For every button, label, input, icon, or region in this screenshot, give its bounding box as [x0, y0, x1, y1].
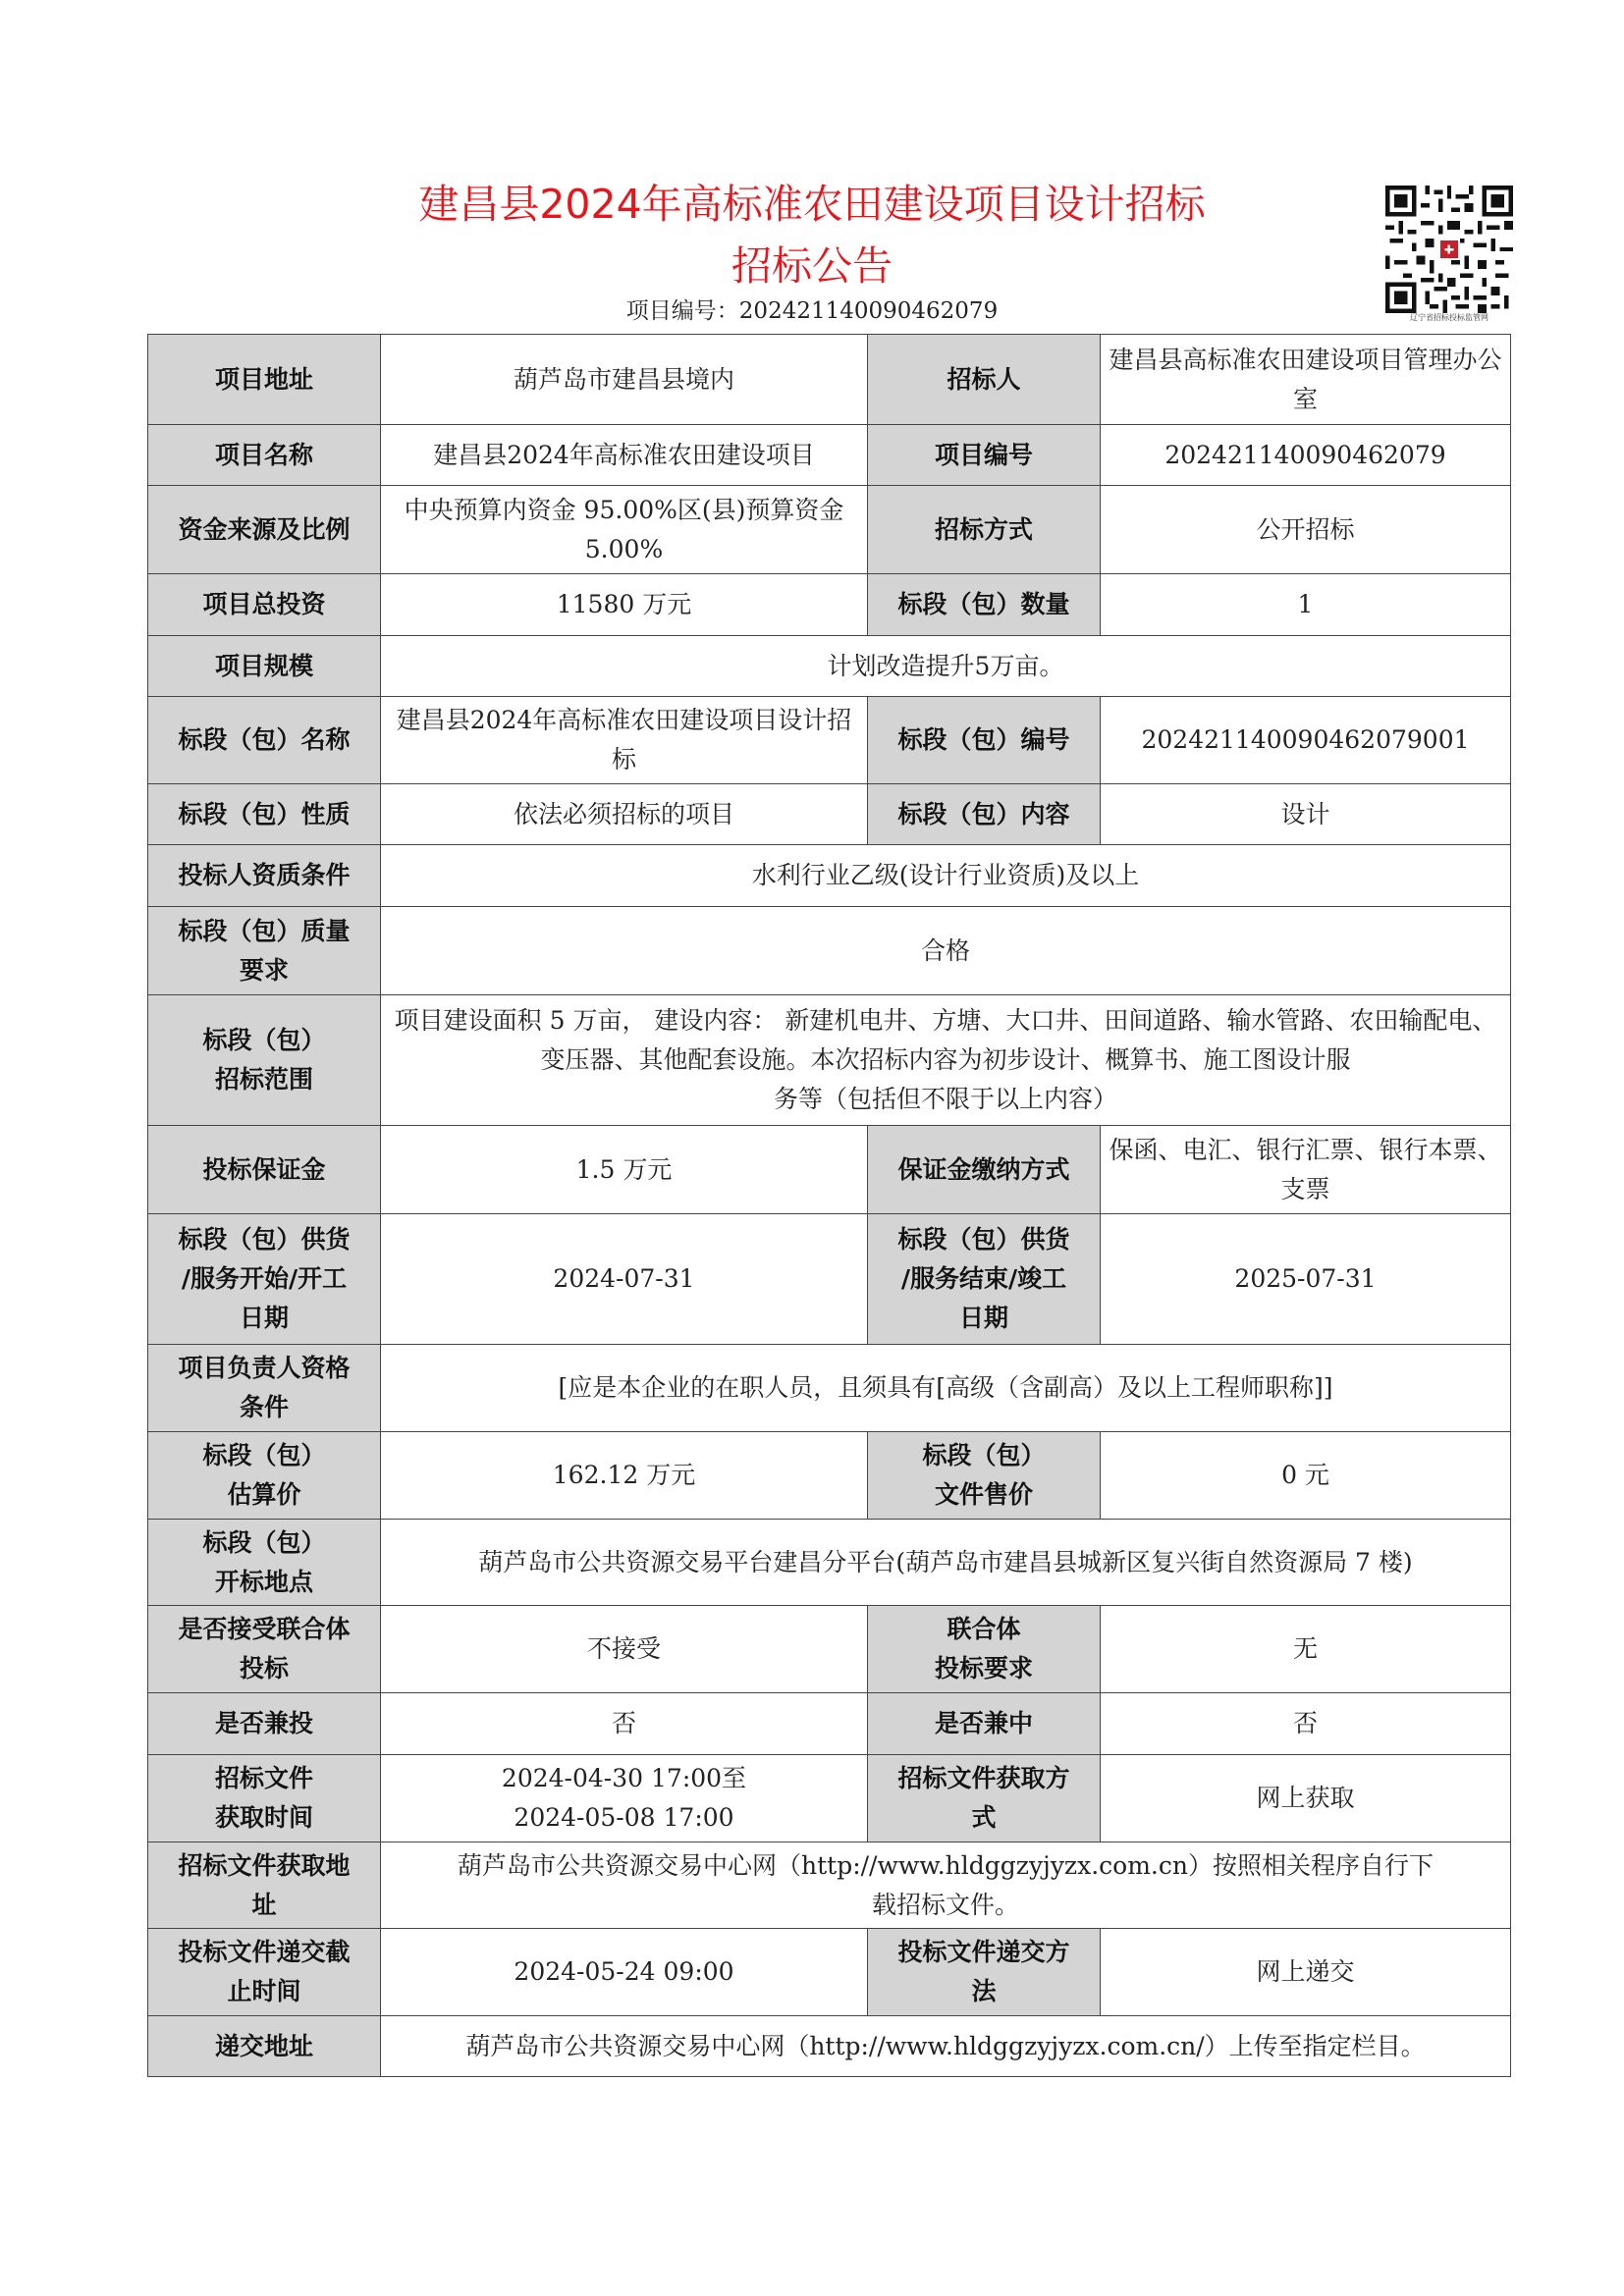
qr-caption: 辽宁省招标投标监管网	[1410, 313, 1489, 322]
doc-obtain-time-label	[148, 1755, 381, 1842]
total-investment-value: 11580 万元	[381, 574, 868, 636]
tenderer-value: 建昌县高标准农田建设项目管理办公室	[1101, 335, 1511, 425]
doc-obtain-address-label	[148, 1842, 381, 1929]
fund-source-value: 中央预算内资金 95.00%区(县)预算资金 5.00%	[381, 486, 868, 574]
consortium-accepted-label-line1: 是否接受联合体	[178, 1615, 351, 1643]
project-address-label: 项目地址	[148, 335, 381, 425]
quality-requirement-label	[148, 907, 381, 995]
multi-bid-value: 否	[381, 1693, 868, 1755]
notice-title-line2: 招标公告	[731, 242, 893, 290]
lot-nature-value: 依法必须招标的项目	[381, 784, 868, 845]
table-row	[148, 845, 1511, 907]
project-number-value: 202421140090462079	[1101, 425, 1511, 486]
submission-method-label-line1: 投标文件递交方	[897, 1938, 1070, 1966]
start-date-label-line1: 标段（包）供货	[178, 1225, 351, 1254]
quality-requirement-label-line2: 要求	[239, 955, 289, 985]
end-date-value: 2025-07-31	[1101, 1214, 1511, 1345]
bidding-method-value: 公开招标	[1101, 486, 1511, 574]
bidding-scope-text-main: 项目建设面积 5 万亩， 建设内容： 新建机电井、方塘、大口井、田间道路、输水管路、农田输配电、变压器、其他配套设施。本次招标内容为初步设计、概算书、施工图设计服	[394, 1006, 1497, 1074]
lot-nature-label: 标段（包）性质	[148, 784, 381, 845]
multi-bid-label: 是否兼投	[148, 1693, 381, 1755]
doc-obtain-method-label-line2: 式	[971, 1803, 997, 1832]
doc-obtain-method-label	[868, 1755, 1101, 1842]
doc-obtain-address-line1: 葫芦岛市公共资源交易中心网（http://www.hldggzyjyzx.com.cn）按照相关程序自行下	[458, 1850, 1434, 1880]
doc-obtain-method-label-line1: 招标文件获取方	[897, 1764, 1070, 1792]
doc-obtain-address-label-line2: 址	[251, 1890, 277, 1919]
fund-source-label: 资金来源及比例	[148, 486, 381, 574]
total-investment-label: 项目总投资	[148, 574, 381, 636]
quality-requirement-value: 合格	[381, 907, 1511, 995]
project-scale-value: 计划改造提升5万亩。	[381, 636, 1511, 697]
project-number-label: 项目编号	[868, 425, 1101, 486]
estimated-price-value: 162.12 万元	[381, 1432, 868, 1520]
submission-method-label-line2: 法	[971, 1977, 997, 2005]
doc-obtain-time-label-line2: 获取时间	[214, 1803, 313, 1832]
table-row	[148, 1755, 1511, 1842]
notice-title-line1: 建昌县2024年高标准农田建设项目设计招标	[418, 181, 1206, 228]
table-row	[148, 784, 1511, 845]
document-price-value: 0 元	[1101, 1432, 1511, 1520]
lot-number-label: 标段（包）编号	[868, 697, 1101, 784]
doc-obtain-time-start: 2024-04-30 17:00至	[501, 1764, 747, 1792]
table-row	[148, 995, 1511, 1126]
table-row	[148, 636, 1511, 697]
start-date-value: 2024-07-31	[381, 1214, 868, 1345]
table-row	[148, 1929, 1511, 2016]
quality-requirement-label-line1: 标段（包）质量	[178, 916, 351, 945]
table-row	[148, 1345, 1511, 1432]
bidding-scope-label	[148, 995, 381, 1126]
bid-opening-place-value: 葫芦岛市公共资源交易平台建昌分平台(葫芦岛市建昌县城新区复兴街自然资源局 7 楼)	[381, 1520, 1511, 1606]
multi-win-label: 是否兼中	[868, 1693, 1101, 1755]
tenderer-label: 招标人	[868, 335, 1101, 425]
manager-qualification-label-line1: 项目负责人资格	[178, 1354, 351, 1382]
estimated-price-label-line2: 估算价	[227, 1480, 301, 1509]
table-row	[148, 1214, 1511, 1345]
doc-obtain-time-value	[381, 1755, 868, 1842]
manager-qualification-label-line2: 条件	[239, 1393, 289, 1421]
bid-opening-place-label	[148, 1520, 381, 1606]
consortium-requirement-label-line2: 投标要求	[934, 1654, 1033, 1682]
submission-deadline-label	[148, 1929, 381, 2016]
multi-win-value: 否	[1101, 1693, 1511, 1755]
bidding-scope-label-line1: 标段（包）	[202, 1026, 326, 1054]
project-scale-label: 项目规模	[148, 636, 381, 697]
consortium-requirement-label-line1: 联合体	[947, 1615, 1021, 1643]
doc-obtain-address-value	[381, 1842, 1511, 1929]
table-row	[148, 1606, 1511, 1693]
lot-count-value: 1	[1101, 574, 1511, 636]
start-date-label	[148, 1214, 381, 1345]
table-row	[148, 1842, 1511, 1929]
table-row	[148, 2016, 1511, 2077]
consortium-requirement-label	[868, 1606, 1101, 1693]
estimated-price-label-line1: 标段（包）	[202, 1441, 326, 1469]
project-address-value: 葫芦岛市建昌县境内	[381, 335, 868, 425]
bond-payment-method-value: 保函、电汇、银行汇票、银行本票、支票	[1101, 1126, 1511, 1214]
doc-obtain-time-label-line1: 招标文件	[214, 1764, 313, 1792]
submission-address-label: 递交地址	[148, 2016, 381, 2077]
start-date-label-line3: 日期	[239, 1304, 289, 1332]
doc-obtain-time-end: 2024-05-08 17:00	[514, 1803, 734, 1832]
bidding-scope-label-line2: 招标范围	[214, 1065, 313, 1094]
submission-deadline-value: 2024-05-24 09:00	[381, 1929, 868, 2016]
bid-bond-value: 1.5 万元	[381, 1126, 868, 1214]
submission-deadline-label-line2: 止时间	[227, 1977, 301, 2005]
start-date-label-line2: /服务开始/开工	[181, 1264, 348, 1293]
lot-content-label: 标段（包）内容	[868, 784, 1101, 845]
lot-name-value: 建昌县2024年高标准农田建设项目设计招标	[381, 697, 868, 784]
bidder-qualification-value: 水利行业乙级(设计行业资质)及以上	[381, 845, 1511, 907]
bond-payment-method-label: 保证金缴纳方式	[868, 1126, 1101, 1214]
qr-code-icon	[1385, 186, 1513, 313]
consortium-accepted-label-line2: 投标	[239, 1654, 289, 1682]
doc-obtain-address-label-line1: 招标文件获取地	[178, 1850, 351, 1880]
table-row	[148, 697, 1511, 784]
submission-method-value: 网上递交	[1101, 1929, 1511, 2016]
project-code-line: 项目编号：202421140090462079	[625, 298, 999, 324]
consortium-accepted-value: 不接受	[381, 1606, 868, 1693]
table-row	[148, 335, 1511, 425]
lot-content-value: 设计	[1101, 784, 1511, 845]
lot-count-label: 标段（包）数量	[868, 574, 1101, 636]
consortium-accepted-label	[148, 1606, 381, 1693]
bid-opening-place-label-line1: 标段（包）	[202, 1527, 326, 1557]
table-row	[148, 1126, 1511, 1214]
document-price-label-line1: 标段（包）	[922, 1441, 1046, 1469]
submission-method-label	[868, 1929, 1101, 2016]
estimated-price-label	[148, 1432, 381, 1520]
table-row	[148, 1432, 1511, 1520]
table-row	[148, 574, 1511, 636]
manager-qualification-value: [应是本企业的在职人员，且须具有[高级（含副高）及以上工程师职称]]	[381, 1345, 1511, 1432]
project-name-label: 项目名称	[148, 425, 381, 486]
document-price-label	[868, 1432, 1101, 1520]
end-date-label	[868, 1214, 1101, 1345]
project-name-value: 建昌县2024年高标准农田建设项目	[381, 425, 868, 486]
lot-name-label: 标段（包）名称	[148, 697, 381, 784]
bidding-method-label: 招标方式	[868, 486, 1101, 574]
table-row	[148, 1693, 1511, 1755]
document-price-label-line2: 文件售价	[934, 1480, 1033, 1509]
end-date-label-line1: 标段（包）供货	[897, 1225, 1070, 1254]
bidding-scope-text-tail: 务等（包括但不限于以上内容）	[773, 1085, 1117, 1113]
bid-opening-place-label-line2: 开标地点	[214, 1567, 313, 1596]
table-row	[148, 1520, 1511, 1606]
bidding-scope-value	[381, 995, 1511, 1126]
table-row	[148, 425, 1511, 486]
table-row	[148, 486, 1511, 574]
bid-bond-label: 投标保证金	[148, 1126, 381, 1214]
submission-deadline-label-line1: 投标文件递交截	[178, 1938, 351, 1966]
bid-info-table	[147, 334, 1511, 2077]
consortium-requirement-value: 无	[1101, 1606, 1511, 1693]
bidder-qualification-label: 投标人资质条件	[148, 845, 381, 907]
table-row	[148, 907, 1511, 995]
doc-obtain-method-value: 网上获取	[1101, 1755, 1511, 1842]
lot-number-value: 202421140090462079001	[1101, 697, 1511, 784]
submission-address-value: 葫芦岛市公共资源交易中心网（http://www.hldggzyjyzx.com.cn/）上传至指定栏目。	[381, 2016, 1511, 2077]
end-date-label-line3: 日期	[958, 1304, 1008, 1332]
end-date-label-line2: /服务结束/竣工	[900, 1264, 1067, 1293]
doc-obtain-address-line2: 载招标文件。	[871, 1890, 1019, 1919]
manager-qualification-label	[148, 1345, 381, 1432]
